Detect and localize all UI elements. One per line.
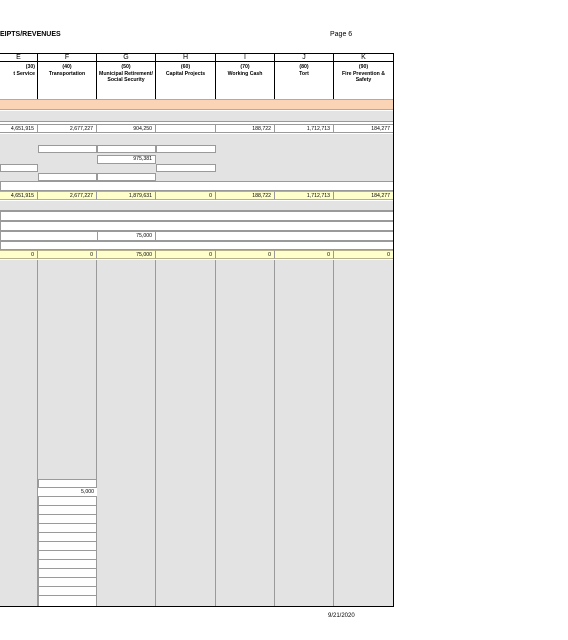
input-row[interactable] — [0, 211, 394, 221]
column-header — [275, 62, 334, 99]
input-cell[interactable] — [0, 164, 38, 172]
row-divider — [38, 586, 97, 587]
page-number: Page 6 — [330, 31, 353, 38]
footer-date: 9/21/2020 — [328, 613, 355, 619]
column-letter: H — [156, 54, 216, 62]
row-divider — [38, 595, 97, 596]
total-cell: 0 — [334, 250, 394, 259]
total-cell: 4,651,915 — [0, 191, 38, 200]
section-band — [0, 111, 394, 122]
column-letter: F — [38, 54, 97, 62]
total-cell: 0 — [0, 250, 38, 259]
value-cell[interactable]: 1,712,713 — [275, 124, 334, 133]
row-divider — [38, 514, 97, 515]
row-divider — [38, 541, 97, 542]
column-divider — [0, 260, 38, 607]
column-header — [97, 62, 156, 99]
column-letter: K — [334, 54, 394, 62]
total-cell: 1,712,713 — [275, 191, 334, 200]
column-letter-row — [0, 53, 394, 62]
row-divider — [38, 577, 97, 578]
value-cell[interactable]: 975,381 — [97, 155, 156, 164]
row-divider — [38, 532, 97, 533]
page-header-title: EIPTS/REVENUES — [0, 31, 61, 38]
value-cell[interactable]: 2,677,227 — [38, 124, 97, 133]
column-header — [216, 62, 275, 99]
total-cell: 0 — [156, 250, 216, 259]
column-letter: I — [216, 54, 275, 62]
column-header — [156, 62, 216, 99]
row-divider — [38, 550, 97, 551]
column-header — [38, 62, 97, 99]
input-cell[interactable] — [38, 145, 97, 153]
fund-number: (40) — [62, 64, 72, 70]
total-cell: 1,879,631 — [97, 191, 156, 200]
value-cell[interactable] — [156, 124, 216, 133]
fund-number: (30) — [25, 64, 35, 70]
row-divider — [38, 523, 97, 524]
input-cell[interactable] — [38, 173, 97, 181]
input-row[interactable] — [0, 231, 394, 241]
input-cell[interactable] — [97, 145, 156, 153]
spacer-row — [0, 181, 394, 191]
column-divider — [97, 260, 156, 607]
row-divider — [38, 559, 97, 560]
value-cell[interactable]: 75,000 — [97, 231, 156, 241]
row-divider — [38, 505, 97, 506]
value-cell[interactable]: 4,651,915 — [0, 124, 38, 133]
column-divider — [216, 260, 275, 607]
total-cell: 0 — [216, 250, 275, 259]
input-column[interactable] — [38, 479, 97, 607]
total-cell: 0 — [275, 250, 334, 259]
revenue-grid — [0, 53, 394, 607]
column-divider — [156, 260, 216, 607]
input-cell[interactable] — [97, 173, 156, 181]
fund-number: (50) — [121, 64, 131, 70]
fund-number: (90) — [358, 64, 369, 70]
section-band — [0, 99, 394, 110]
total-row — [0, 250, 394, 259]
total-cell: 2,677,227 — [38, 191, 97, 200]
fund-name: Fire Prevention & Safety — [342, 70, 385, 83]
total-row — [0, 191, 394, 200]
input-cell[interactable] — [156, 164, 216, 172]
row-divider — [38, 568, 97, 569]
fund-number: (60) — [180, 64, 191, 70]
fund-name: Capital Projects — [165, 70, 206, 77]
total-cell: 0 — [156, 191, 216, 200]
table-row — [0, 124, 394, 133]
fund-name: Transportation — [48, 70, 86, 77]
input-cell[interactable] — [156, 145, 216, 153]
column-letter: G — [97, 54, 156, 62]
column-letter: J — [275, 54, 334, 62]
fund-name: Tort — [299, 70, 309, 77]
value-cell[interactable]: 188,722 — [216, 124, 275, 133]
total-cell: 184,277 — [334, 191, 394, 200]
fund-number: (80) — [299, 64, 309, 70]
input-row[interactable] — [0, 241, 394, 250]
column-header — [0, 62, 38, 99]
value-cell[interactable]: 5,000 — [38, 487, 97, 497]
column-letter: E — [0, 54, 38, 62]
section-band — [0, 201, 394, 211]
fund-number: (70) — [240, 64, 250, 70]
total-cell: 75,000 — [97, 250, 156, 259]
total-cell: 188,722 — [216, 191, 275, 200]
fund-name: Working Cash — [227, 70, 263, 77]
input-row[interactable] — [0, 221, 394, 231]
total-cell: 0 — [38, 250, 97, 259]
fund-name: t Service — [13, 70, 35, 77]
column-divider — [275, 260, 334, 607]
value-cell[interactable]: 904,250 — [97, 124, 156, 133]
fund-name: Municipal Retirement/ Social Security — [99, 70, 153, 83]
value-cell[interactable]: 184,277 — [334, 124, 394, 133]
column-header — [334, 62, 394, 99]
